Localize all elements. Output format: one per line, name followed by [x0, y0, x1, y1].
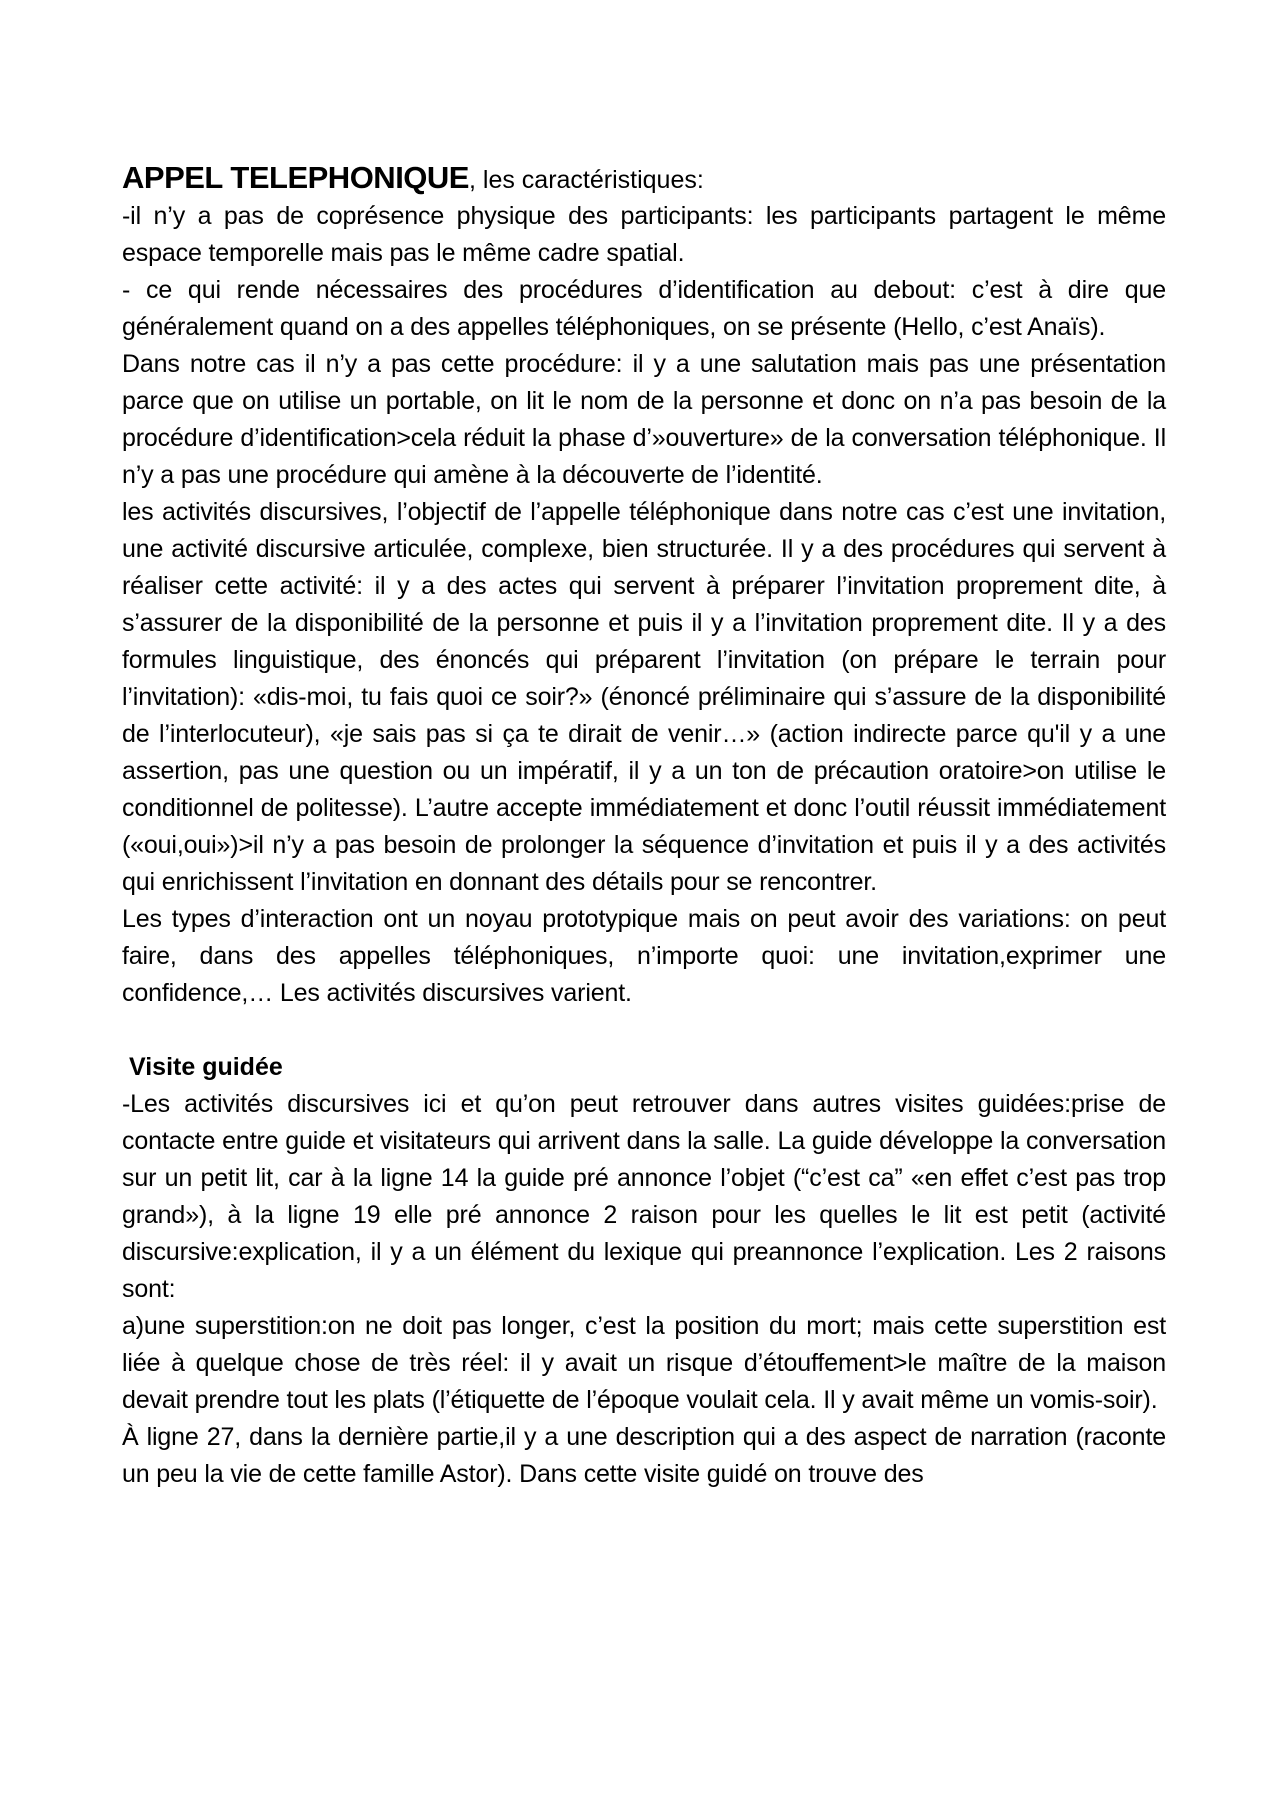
- section-title: Visite guidée: [129, 1053, 283, 1081]
- paragraph: Dans notre cas il n’y a pas cette procédure: il y a une salutation mais pas une présentation parce que on utilise un portable, on lit le nom de la personne et donc on n’a pas besoin de la procédure d’identification>cela réduit la phase d’»ouverture» de la conversation téléphonique. Il n’y a pas une procédure qui amène à la découverte de l’identité.: [122, 350, 1166, 489]
- paragraph: a)une superstition:on ne doit pas longer, c’est la position du mort; mais cette superstition est liée à quelque chose de très réel: il y avait un risque d’étouffement>le maître de la maison devait prendre tout les plats (l’étiquette de l’époque voulait cela. Il y avait même un vomis-soir).: [122, 1312, 1166, 1414]
- section-title: APPEL TELEPHONIQUE: [122, 160, 469, 195]
- paragraph: À ligne 27, dans la dernière partie,il y a une description qui a des aspect de narration (raconte un peu la vie de cette famille Astor). Dans cette visite guidé on trouve des: [122, 1423, 1166, 1488]
- paragraph: Les types d’interaction ont un noyau prototypique mais on peut avoir des variations: on peut faire, dans des appelles téléphoniques, n’importe quoi: une invitation,exprimer une confidence,… Les activités discursives varient.: [122, 905, 1166, 1007]
- paragraph: - ce qui rende nécessaires des procédures d’identification au debout: c’est à dire que généralement quand on a des appelles téléphoniques, on se présente (Hello, c’est Anaïs).: [122, 276, 1166, 341]
- paragraph: -Les activités discursives ici et qu’on peut retrouver dans autres visites guidées:prise de contacte entre guide et visitateurs qui arrivent dans la salle. La guide développe la conversation sur un petit lit, car à la ligne 14 la guide pré annonce l’objet (“c’est ca” «en effet c’est pas trop grand»), à la ligne 19 elle pré annonce 2 raison pour les quelles le lit est petit (activité discursive:explication, il y a un élément du lexique qui preannonce l’explication. Les 2 raisons sont:: [122, 1090, 1166, 1303]
- paragraph: -il n’y a pas de coprésence physique des participants: les participants partagent le même espace temporelle mais pas le même cadre spatial.: [122, 202, 1166, 267]
- section-visite-guidee: [122, 1049, 1166, 1493]
- section-subtitle: , les caractéristiques:: [469, 166, 704, 194]
- blank-line: [122, 1012, 1166, 1049]
- section-appel-telephonique: [122, 160, 1166, 1012]
- paragraph: les activités discursives, l’objectif de l’appelle téléphonique dans notre cas c’est une invitation, une activité discursive articulée, complexe, bien structurée. Il y a des procédures qui servent à réaliser cette activité: il y a des actes qui servent à préparer l’invitation proprement dite, à s’assurer de la disponibilité de la personne et puis il y a l’invitation proprement dite. Il y a des formules linguistique, des énoncés qui préparent l’invitation (on prépare le terrain pour l’invitation): «dis-moi, tu fais quoi ce soir?» (énoncé préliminaire qui s’assure de la disponibilité de l’interlocuteur), «je sais pas si ça te dirait de venir…» (action indirecte parce qu'il y a une assertion, pas une question ou un impératif, il y a un ton de précaution oratoire>on utilise le conditionnel de politesse). L’autre accepte immédiatement et donc l’outil réussit immédiatement («oui,oui»)>il n’y a pas besoin de prolonger la séquence d’invitation et puis il y a des activités qui enrichissent l’invitation en donnant des détails pour se rencontrer.: [122, 498, 1166, 896]
- section-heading-line: [122, 160, 1166, 198]
